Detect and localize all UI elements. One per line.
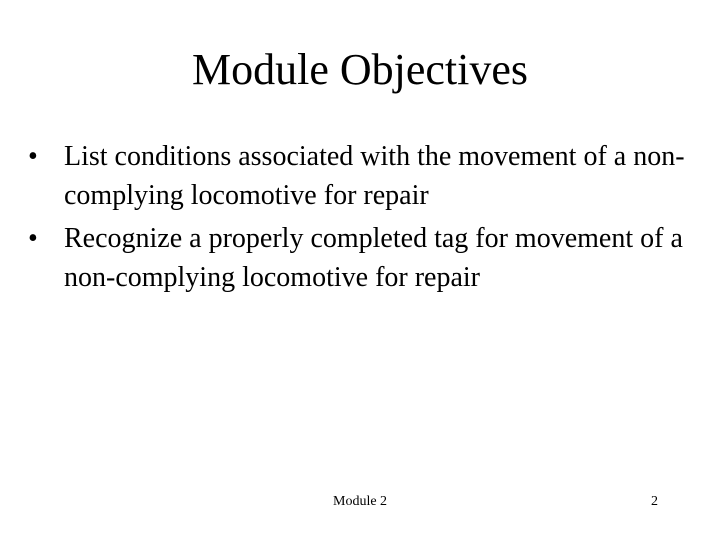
bullet-list [28, 138, 708, 302]
bullet-text: List conditions associated with the movement of a non-complying locomotive for repair [64, 141, 685, 211]
page-number: 2 [651, 494, 658, 509]
footer-text: Module 2 [333, 494, 388, 509]
bullet-item [28, 138, 708, 215]
bullet-icon: • [28, 223, 38, 254]
bullet-icon: • [28, 141, 38, 172]
bullet-text: Recognize a properly completed tag for movement of a non-complying locomotive for repair [64, 223, 683, 293]
bullet-item [28, 220, 708, 297]
slide-title: Module Objectives [191, 45, 529, 94]
